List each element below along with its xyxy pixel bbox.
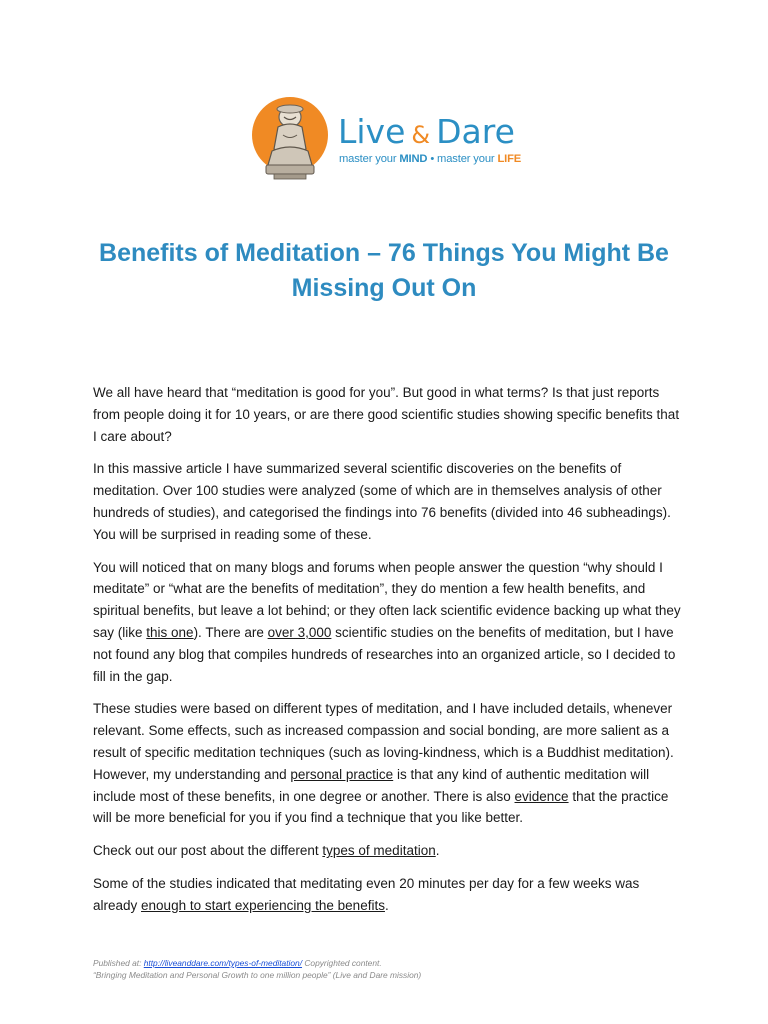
brand-name [338, 112, 515, 151]
tagline-life: LIFE [497, 153, 522, 165]
footer-mission: “Bringing Meditation and Personal Growth to one million people” (Live and Dare mission) [93, 970, 422, 980]
footer-published-line [93, 957, 683, 969]
paragraph-4-text-a: These studies were based on different types of meditation, and I have included details, whenever relevant. Some effects, such as increased compassion and social bonding, are more salient as a result of specific meditation techniques (such as loving-kindness, which is a Buddhist meditation). However, my understanding and [93, 701, 674, 782]
paragraph-4-text-c: that the practice will be more beneficial for you if you find a technique that you like better. [93, 788, 669, 826]
site-logo[interactable] [250, 95, 530, 185]
link-over-3000[interactable]: over 3,000 [267, 624, 332, 640]
paragraph-3-text-a: You will noticed that on many blogs and forums when people answer the question “why should I meditate” or “what are the benefits of meditation”, they do mention a few health benefits, and spiritual benefits, but leave a lot behind; or they often lack scientific evidence backing up what they say (like [93, 559, 681, 640]
paragraph-1: We all have heard that “meditation is good for you”. But good in what terms? Is that just reports from people doing it for 10 years, or are there good scientific studies showing specific benefits that I care about? [93, 385, 680, 444]
link-types-of-meditation[interactable]: types of meditation [322, 843, 436, 859]
article-title: Benefits of Meditation – 76 Things You Might Be Missing Out On [99, 239, 669, 302]
brand-word-live: Live [338, 112, 406, 151]
link-enough-to-start[interactable]: enough to start experiencing the benefits [141, 897, 385, 913]
footer-source-link[interactable]: http://liveanddare.com/types-of-meditation/ [143, 958, 303, 968]
brand-ampersand: & [411, 121, 431, 149]
footer-copyright: Copyrighted content. [302, 958, 382, 968]
tagline-part-2: • master your [427, 153, 498, 165]
link-personal-practice[interactable]: personal practice [290, 766, 394, 782]
paragraph-6 [93, 873, 683, 917]
brand-word-dare: Dare [436, 112, 515, 151]
page-footer [93, 957, 683, 981]
link-evidence[interactable]: evidence [514, 788, 569, 804]
tagline-part-1: master your [339, 153, 400, 165]
footer-published-label: Published at: [93, 958, 144, 968]
paragraph-4 [93, 698, 683, 829]
paragraph-6-text-a: Some of the studies indicated that meditating even 20 minutes per day for a few weeks was already [93, 875, 640, 913]
article-body [93, 382, 683, 928]
paragraph-3-text-c: scientific studies on the benefits of meditation, but I have not found any blog that compiles hundreds of researches into an organized article, so I decided to fill in the gap. [93, 624, 676, 684]
paragraph-5-text-a: Check out our post about the different [93, 843, 323, 859]
paragraph-4-text-b: is that any kind of authentic meditation will include most of these benefits, in one degree or another. There is also [93, 766, 650, 804]
tagline-mind: MIND [399, 153, 428, 165]
paragraph-5-text-b: . [435, 843, 440, 859]
paragraph-6-text-b: . [384, 897, 389, 913]
link-this-one[interactable]: this one [146, 624, 194, 640]
meditating-figure-logo-icon [250, 95, 330, 181]
paragraph-3-text-b: ). There are [193, 624, 268, 640]
paragraph-5 [93, 840, 683, 862]
paragraph-3 [93, 557, 683, 688]
brand-tagline [339, 153, 521, 165]
paragraph-2: In this massive article I have summarized several scientific discoveries on the benefits of meditation. Over 100 studies were analyzed (some of which are in themselves analysis of other hundreds of studies), and categorised the findings into 76 benefits (divided into 46 subheadings). You will be surprised in reading some of these. [93, 461, 671, 542]
